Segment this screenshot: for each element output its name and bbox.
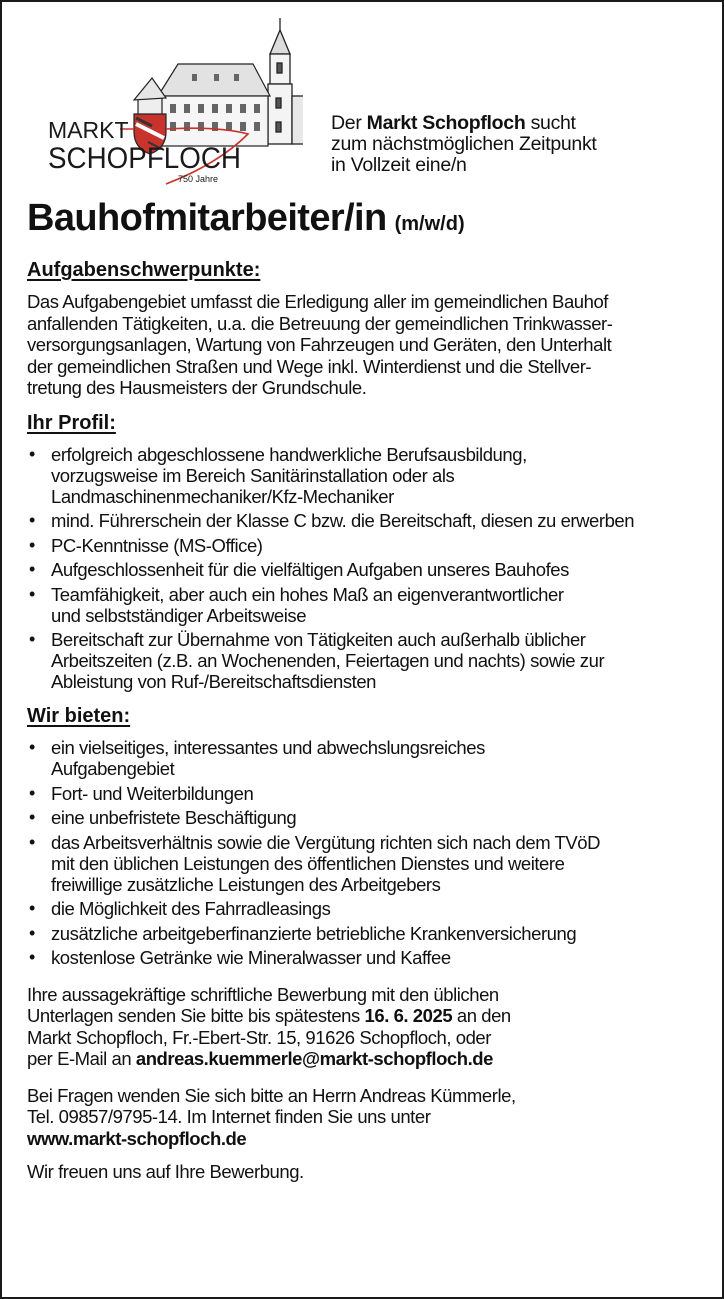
tasks-line: versorgungsanlagen, Wartung von Fahrzeugen und Geräten, den Unterhalt <box>27 334 612 355</box>
website-link[interactable]: www.markt-schopfloch.de <box>27 1127 247 1149</box>
intro-text <box>331 113 711 176</box>
list-item-line: Landmaschinenmechaniker/Kfz-Mechaniker <box>51 485 394 507</box>
intro-org-name: Markt Schopfloch <box>366 112 526 134</box>
application-line: an den <box>452 1005 511 1026</box>
logo-line1: MARKT <box>48 117 129 143</box>
intro-line1 <box>331 113 711 134</box>
list-item <box>27 898 717 919</box>
tasks-line: Das Aufgabengebiet umfasst die Erledigung aller im gemeindlichen Bauhof <box>27 291 608 312</box>
list-item-line: Bereitschaft zur Übernahme von Tätigkeiten auch außerhalb üblicher <box>51 629 586 650</box>
list-item-line: Fort- und Weiterbildungen <box>51 782 254 804</box>
list-item-line: PC-Kenntnisse (MS-Office) <box>51 534 263 556</box>
application-deadline: 16. 6. 2025 <box>364 1005 453 1026</box>
spacer <box>27 1149 717 1161</box>
list-item-line: freiwillige zusätzliche Leistungen des Arbeitgebers <box>51 873 441 895</box>
list-item <box>27 737 717 779</box>
spacer <box>27 972 717 984</box>
job-title <box>27 196 717 246</box>
list-item-line: ein vielseitiges, interessantes und abwechslungsreiches <box>51 737 485 758</box>
list-item <box>27 832 717 895</box>
intro-post: sucht <box>525 112 576 134</box>
offer-list <box>27 737 717 968</box>
list-item-line: Aufgeschlossenheit für die vielfältigen Aufgaben unseres Bauhofes <box>51 559 569 580</box>
application-line: Ihre aussagekräftige schriftliche Bewerbung mit den üblichen <box>27 983 499 1005</box>
list-item-line: Ableistung von Ruf-/Bereitschaftsdiensten <box>51 671 377 692</box>
application-address: Markt Schopfloch, Fr.-Ebert-Str. 15, 91626 Schopfloch, oder <box>27 1026 491 1048</box>
tasks-line: der gemeindlichen Straßen und Wege inkl. Winterdienst und die Stellver- <box>27 355 592 377</box>
contact-line: Tel. 09857/9795-14. Im Internet finden Sie uns unter <box>27 1106 431 1127</box>
list-item <box>27 947 717 968</box>
list-item-line: eine unbefristete Beschäftigung <box>51 807 297 828</box>
list-item <box>27 510 717 531</box>
list-item-line: und selbstständiger Arbeitsweise <box>51 604 307 626</box>
application-line: per E-Mail an <box>27 1048 136 1069</box>
offer-heading: Wir bieten: <box>27 705 131 727</box>
list-item-line: vorzugsweise im Bereich Sanitärinstallation oder als <box>51 464 455 486</box>
list-item-line: mit den üblichen Leistungen des öffentlichen Dienstes und weitere <box>51 852 565 874</box>
list-item <box>27 584 717 626</box>
tasks-paragraph <box>27 291 717 399</box>
list-item <box>27 923 717 944</box>
tasks-line: anfallenden Tätigkeiten, u.a. die Betreuung der gemeindlichen Trinkwasser- <box>27 312 613 334</box>
list-item-line: mind. Führerschein der Klasse C bzw. die Bereitschaft, diesen zu erwerben <box>51 510 635 531</box>
ad-header <box>2 2 722 194</box>
intro-line3: in Vollzeit eine/n <box>331 154 467 176</box>
list-item <box>27 807 717 828</box>
list-item-line: zusätzliche arbeitgeberfinanzierte betriebliche Krankenversicherung <box>51 922 577 944</box>
list-item-line: Arbeitszeiten (z.B. an Wochenenden, Feiertagen und nachts) sowie zur <box>51 650 605 671</box>
application-line: Unterlagen senden Sie bitte bis spätestens <box>27 1005 365 1026</box>
tasks-heading: Aufgabenschwerpunkte: <box>27 259 261 281</box>
profile-heading: Ihr Profil: <box>27 411 116 434</box>
list-item <box>27 559 717 580</box>
profile-list <box>27 444 717 693</box>
contact-line: Bei Fragen wenden Sie sich bitte an Herrn Andreas Kümmerle, <box>27 1084 516 1106</box>
list-item-line: kostenlose Getränke wie Mineralwasser und Kaffee <box>51 947 451 968</box>
application-paragraph <box>27 984 717 1070</box>
list-item-line: Aufgabengebiet <box>51 758 175 779</box>
tasks-line: tretung des Hausmeisters der Grundschule. <box>27 377 367 398</box>
list-item-line: erfolgreich abgeschlossene handwerkliche Berufsausbildung, <box>51 443 527 465</box>
list-item-line: das Arbeitsverhältnis sowie die Vergütung richten sich nach dem TVöD <box>51 831 601 853</box>
markt-schopfloch-logo <box>48 14 303 190</box>
email-link[interactable]: andreas.kuemmerle@markt-schopfloch.de <box>135 1048 493 1069</box>
intro-line2: zum nächstmöglichen Zeitpunkt <box>331 133 597 155</box>
logo-tagline: 750 Jahre <box>178 174 219 184</box>
closing-text: Wir freuen uns auf Ihre Bewerbung. <box>27 1161 304 1182</box>
list-item <box>27 535 717 556</box>
list-item <box>27 629 717 692</box>
list-item-line: die Möglichkeit des Fahrradleasings <box>51 898 331 919</box>
list-item <box>27 783 717 804</box>
logo-line2: SCHOPFLOCH <box>48 142 241 175</box>
job-title-main: Bauhofmitarbeiter/in <box>27 197 387 239</box>
list-item-line: Teamfähigkeit, aber auch ein hohes Maß an eigenverantwortlicher <box>51 583 564 605</box>
spacer <box>27 1070 717 1085</box>
ad-content <box>27 196 717 1183</box>
intro-pre: Der <box>331 112 367 134</box>
job-title-suffix: (m/w/d) <box>394 213 465 235</box>
list-item <box>27 444 717 507</box>
contact-paragraph <box>27 1085 717 1150</box>
